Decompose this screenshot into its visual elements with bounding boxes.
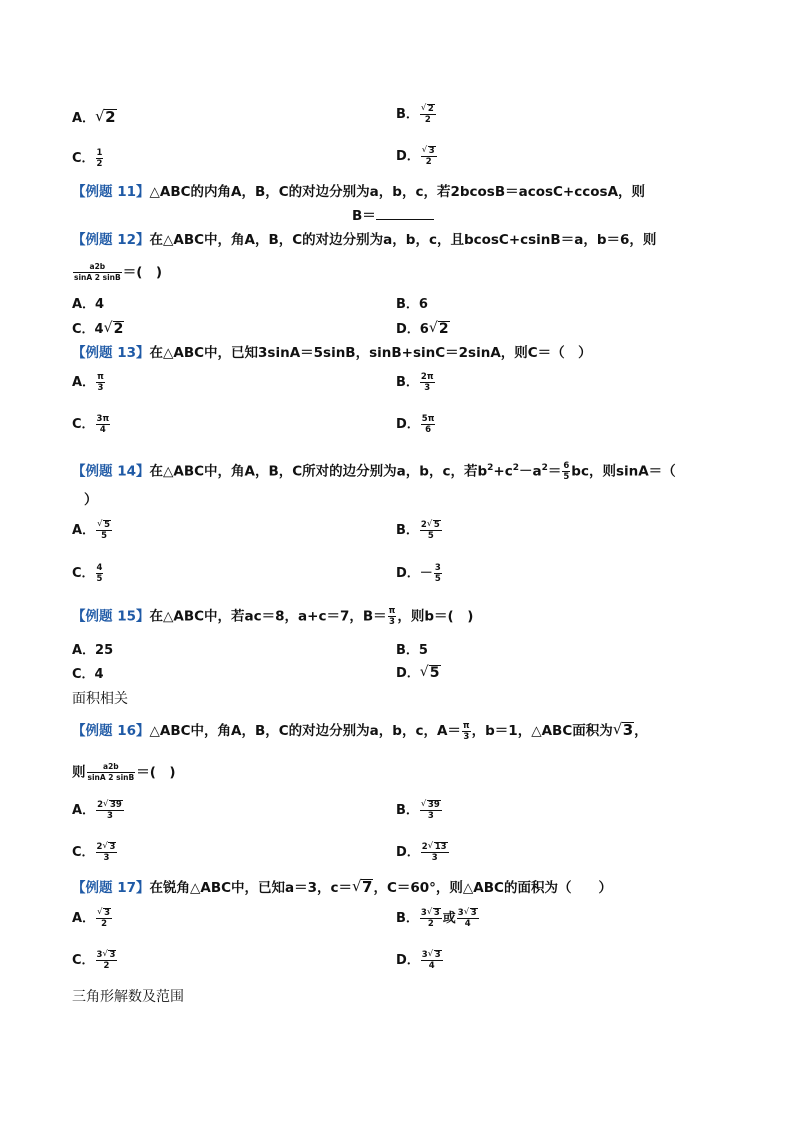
option-d: D． $\frac{5\pi}{6}$ — [396, 414, 435, 435]
option-b: B． $\frac{3√ 3}{2}$ 或 $\frac{3√ 3}{4}$ — [396, 908, 480, 929]
example-11-answer-line: B＝ — [352, 206, 434, 226]
example-14-line2: ） — [84, 492, 98, 508]
example-17-question: 【例题 17】在锐角△ABC中，已知a＝3，c＝√ 7，C＝60°，则△ABC的面积为（ ） — [72, 877, 612, 898]
example-16-expr: 则 $\frac{a2b}{\sin A 2 \sin B}$ ＝( ) — [72, 762, 176, 782]
example-12-expr: $\frac{a2b}{\sin A 2 \sin B}$ ＝( ) — [74, 262, 163, 282]
option-a: A． √ $\frac{5}{5}$ — [72, 520, 113, 541]
option-a: A． √ $\frac{3}{2}$ — [72, 908, 113, 929]
option-d: D． $\frac{3√ 3}{4}$ — [396, 950, 444, 971]
example-13-question: 【例题 13】在△ABC中，已知3sinA＝5sinB，sinB+sinC＝2sinA，则C＝（ ） — [72, 345, 592, 361]
option-b: B． √ $\frac{2}{2}$ — [396, 104, 437, 125]
sqrt-expr: √ 2 — [95, 108, 116, 126]
option-b: B．6 — [396, 297, 428, 312]
option-a: A． $\frac{\pi}{3}$ — [72, 372, 104, 393]
section-heading-solutions: 三角形解数及范围 — [72, 989, 184, 1005]
option-c: C． $\frac{1}{2}$ — [72, 148, 103, 169]
option-d: D． $\frac{2√ 13}{3}$ — [396, 842, 450, 863]
example-tag: 【例题 11】 — [72, 184, 150, 200]
option-b: B． $\frac{2√ 5}{5}$ — [396, 520, 443, 541]
option-c: C． $\frac{3\pi}{4}$ — [72, 414, 110, 435]
option-b: B． $\frac{2\pi}{3}$ — [396, 372, 434, 393]
example-16-question: 【例题 16】△ABC中，角A，B，C的对边分别为a，b，c，A＝ $\frac{\pi}{3}$ ，b＝1，△ABC面积为√ 3， — [72, 720, 648, 742]
option-a: A． $\frac{2√ 39}{3}$ — [72, 800, 125, 821]
example-12-question: 【例题 12】在△ABC中，角A，B，C的对边分别为a，b，c，且bcosC+csinB＝a，b＝6，则 — [72, 232, 657, 248]
option-d: D．√ 5 — [396, 664, 441, 683]
example-11-question: 【例题 11】△ABC的内角A，B，C的对边分别为a，b，c，若2bcosB＝acosC+ccosA，则 — [72, 184, 646, 200]
option-d: D．6√ 2 — [396, 320, 450, 339]
example-14-question: 【例题 14】在△ABC中，角A，B，C所对的边分别为a，b，c，若$b^2+c^2-a^2=$ $\frac{6}{5}$ bc，则sinA＝（ — [72, 461, 676, 482]
option-b: B． √ $\frac{39}{3}$ — [396, 800, 443, 821]
option-c: C．4 — [72, 667, 104, 682]
example-15-question: 【例题 15】在△ABC中，若ac＝8，a+c＝7，B＝ $\frac{\pi}{3}$ ，则b＝( ) — [72, 606, 474, 627]
option-a: A．25 — [72, 643, 114, 658]
option-c: C． $\frac{4}{5}$ — [72, 563, 103, 584]
answer-blank — [376, 207, 434, 220]
option-letter: A． — [72, 111, 96, 126]
option-b: B．5 — [396, 643, 428, 658]
fraction: √ $\frac{2}{2}$ — [420, 104, 436, 125]
option-d: D． √ $\frac{3}{2}$ — [396, 146, 438, 167]
option-a — [72, 108, 117, 128]
option-c: C． $\frac{2√ 3}{3}$ — [72, 842, 118, 863]
option-c: C．4√ 2 — [72, 320, 124, 339]
section-heading-area: 面积相关 — [72, 691, 128, 707]
option-a: A．4 — [72, 297, 105, 312]
option-d: D．－ $\frac{3}{5}$ — [396, 563, 441, 584]
option-c: C． $\frac{3√ 3}{2}$ — [72, 950, 118, 971]
